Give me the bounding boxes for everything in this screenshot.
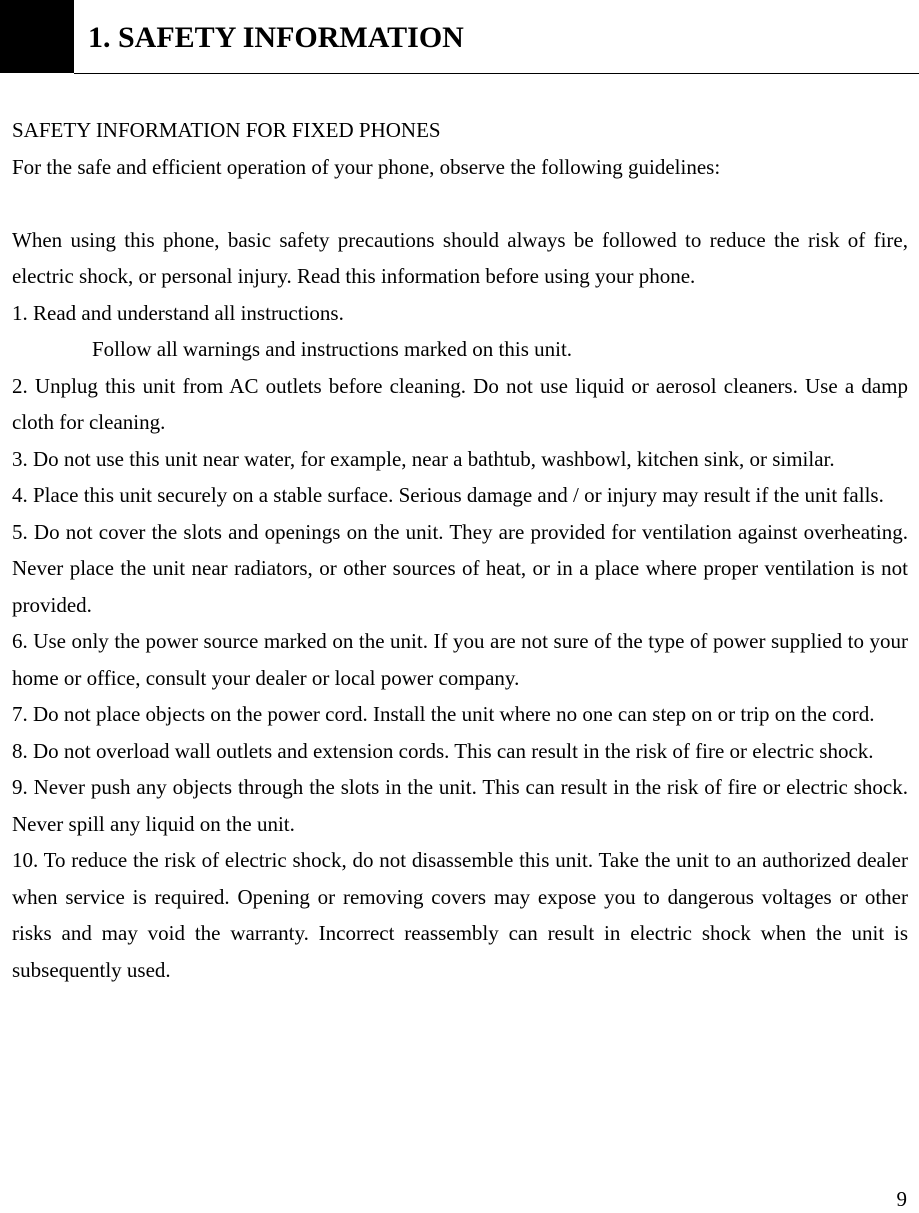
list-item: 8. Do not overload wall outlets and extension cords. This can result in the risk of fire or electric shock. — [12, 738, 874, 763]
safety-preamble: When using this phone, basic safety precautions should always be followed to reduce the risk of fire, electric shock, or personal injury. Read this information before using your phone. — [12, 227, 908, 288]
blank-line — [12, 185, 908, 222]
list-item: 7. Do not place objects on the power cord. Install the unit where no one can step on or trip on the cord. — [12, 702, 875, 726]
section-intro: For the safe and efficient operation of your phone, observe the following guidelines: — [12, 154, 721, 179]
list-item: 2. Unplug this unit from AC outlets before cleaning. Do not use liquid or aerosol cleaners. Use a damp cloth for cleaning. — [12, 373, 908, 434]
list-item: 9. Never push any objects through the slots in the unit. This can result in the risk of fire or electric shock. Never spill any liquid on the unit. — [12, 775, 908, 836]
page-number: 9 — [896, 1187, 907, 1211]
list-item: 10. To reduce the risk of electric shock, do not disassemble this unit. Take the unit to an authorized dealer when service is required. Opening or removing covers may expose you to dangerous voltages or other risks and may void the warranty. Incorrect reassembly can result in electric shock when the unit is subsequently used. — [12, 848, 908, 982]
list-item: 4. Place this unit securely on a stable surface. Serious damage and / or injury may result if the unit falls. — [12, 483, 884, 507]
list-item: 5. Do not cover the slots and openings on the unit. They are provided for ventilation against overheating. Never place the unit near radiators, or other sources of heat, or in a place where proper ventilation is not provided. — [12, 519, 908, 617]
list-item: 1. Read and understand all instructions. — [12, 300, 344, 325]
document-body — [12, 112, 908, 988]
list-item: 3. Do not use this unit near water, for example, near a bathtub, washbowl, kitchen sink, or similar. — [12, 446, 835, 471]
section-heading: SAFETY INFORMATION FOR FIXED PHONES — [12, 118, 441, 142]
header-divider — [74, 73, 919, 74]
page-title: 1. SAFETY INFORMATION — [88, 21, 464, 54]
chapter-marker-block — [0, 0, 74, 73]
list-item-subtext: Follow all warnings and instructions marked on this unit. — [92, 337, 573, 361]
list-item: 6. Use only the power source marked on the unit. If you are not sure of the type of power supplied to your home or office, consult your dealer or local power company. — [12, 629, 908, 690]
